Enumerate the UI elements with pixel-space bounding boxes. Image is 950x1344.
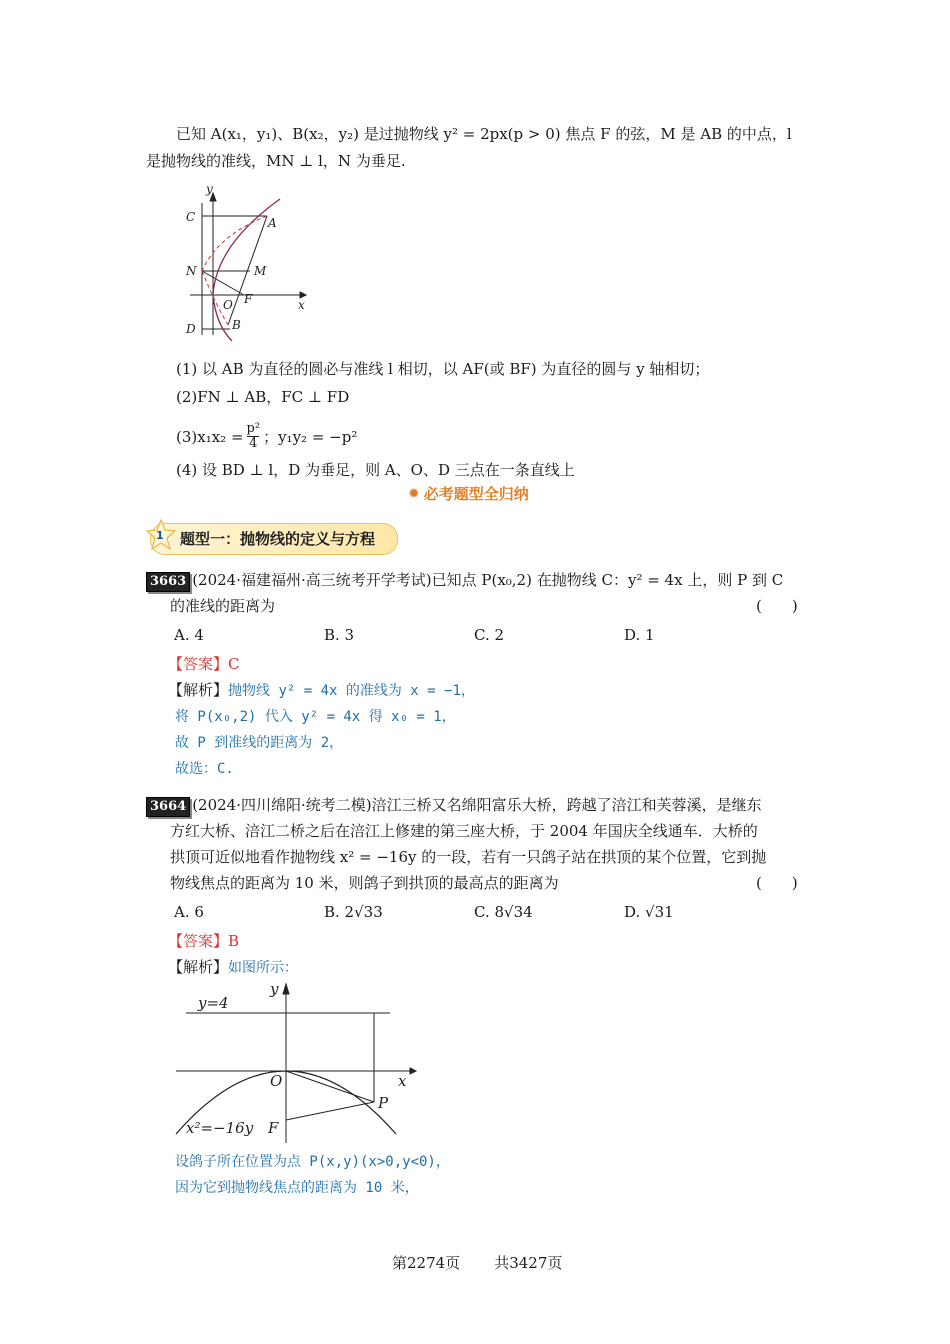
q1-answer-label: 【答案】: [168, 655, 229, 673]
q2-answer: [168, 928, 239, 954]
q1-option-a: A. 4: [174, 626, 204, 644]
fig1-label-x: x: [298, 298, 305, 312]
q1-option-b: B. 3: [324, 626, 355, 644]
q2-option-d: D. √31: [624, 903, 674, 921]
type-title: 题型一：抛物线的定义与方程: [180, 530, 376, 548]
intro-line-2: 是抛物线的准线，MN ⊥ l，N 为垂足.: [146, 152, 406, 170]
q2-line-4: 物线焦点的距离为 10 米，则鸽子到拱顶的最高点的距离为: [170, 874, 559, 892]
type-number: 1: [156, 529, 164, 542]
q1-option-c: C. 2: [474, 626, 505, 644]
q2-number-badge: 3664: [146, 797, 190, 817]
q1-option-d: D. 1: [624, 626, 655, 644]
intro-line-1: 已知 A(x₁，y₁)、B(x₂，y₂) 是过抛物线 y² = 2px(p > 0) 焦点 F 的弦，M 是 AB 的中点，l: [176, 125, 792, 143]
page-number: 第2274页: [392, 1254, 461, 1272]
fraction-numerator: p²: [246, 421, 261, 436]
star-number-icon: [146, 518, 176, 552]
fig1-label-d: D: [186, 322, 196, 336]
parabola-chord-figure: [180, 185, 310, 345]
q1-paren: ( ): [756, 597, 798, 615]
q1-analysis-label: 【解析】: [168, 681, 229, 699]
q1-line-1: [146, 567, 783, 593]
fig2-label-f: F: [268, 1119, 279, 1137]
q2-analysis-line-3: 因为它到抛物线焦点的距离为 10 米，: [175, 1180, 419, 1196]
q1-stem-1: (2024·福建福州·高三统考开学考试)已知点 P(x₀,2) 在抛物线 C：y² = 4x 上，则 P 到 C: [192, 571, 784, 589]
bridge-parabola-figure: [170, 978, 420, 1146]
fig1-label-y: y: [206, 185, 213, 196]
q2-option-a: A. 6: [174, 903, 204, 921]
fig1-label-c: C: [186, 210, 196, 224]
fig2-label-y4: y=4: [198, 994, 229, 1012]
q2-analysis-intro: [168, 954, 298, 981]
fraction-denominator: 4: [249, 436, 258, 451]
q1-analysis-line-1: 抛物线 y² = 4x 的准线为 x = −1，: [228, 683, 475, 699]
fraction: [247, 422, 261, 451]
q1-answer-value: C: [228, 655, 240, 673]
property-3: [176, 422, 357, 451]
fig1-label-n: N: [186, 264, 197, 278]
property-2: (2)FN ⊥ AB，FC ⊥ FD: [176, 388, 350, 406]
q2-line-3: 拱顶可近似地看作抛物线 x² = −16y 的一段，若有一只鸽子站在拱顶的某个位置，它到抛: [170, 848, 767, 866]
q2-option-c: C. 8√34: [474, 903, 533, 921]
q2-option-b: B. 2√33: [324, 903, 383, 921]
section-heading: [408, 483, 529, 504]
fig2-label-x: x: [398, 1072, 407, 1090]
property-3-pre: (3)x₁x₂ =: [176, 427, 244, 446]
page-footer: [392, 1252, 562, 1273]
q1-line-2: 的准线的距离为: [170, 597, 276, 615]
q1-analysis-line-3: 故 P 到准线的距离为 2，: [175, 735, 344, 751]
fig1-label-a: A: [268, 216, 277, 230]
q2-analysis-line-1: 如图所示：: [228, 960, 299, 976]
property-4: (4) 设 BD ⊥ l，D 为垂足，则 A、O、D 三点在一条直线上: [176, 461, 575, 479]
property-1: (1) 以 AB 为直径的圆必与准线 l 相切，以 AF(或 BF) 为直径的圆与 y 轴相切；: [176, 360, 710, 378]
q1-number-badge: 3663: [146, 572, 190, 592]
q1-analysis: [168, 677, 475, 782]
property-3-post: ；y₁y₂ = −p²: [263, 427, 358, 446]
q2-analysis-line-2: 设鸽子所在位置为点 P(x,y)(x>0,y<0)，: [175, 1154, 450, 1170]
gear-icon: ✹: [408, 485, 420, 502]
q1-analysis-line-2: 将 P(x₀,2) 代入 y² = 4x 得 x₀ = 1，: [175, 709, 456, 725]
q2-analysis-label: 【解析】: [168, 958, 229, 976]
fig1-label-m: M: [254, 264, 267, 278]
page-total: 共3427页: [494, 1254, 563, 1272]
section-heading-text: 必考题型全归纳: [423, 485, 529, 503]
fig2-label-y: y: [270, 980, 279, 998]
q1-analysis-line-4: 故选：C.: [175, 761, 234, 777]
fig2-label-p: P: [378, 1094, 389, 1112]
fig2-label-o: O: [270, 1072, 283, 1090]
q1-answer: [168, 651, 240, 677]
fig1-label-o: O: [223, 298, 233, 312]
q2-analysis-rest: [175, 1149, 450, 1201]
q2-line-2: 方红大桥、涪江二桥之后在涪江上修建的第三座大桥，于 2004 年国庆全线通车．大桥的: [170, 822, 758, 840]
q2-stem-1: (2024·四川绵阳·统考二模)涪江三桥又名绵阳富乐大桥，跨越了涪江和芙蓉溪，是继东: [192, 796, 762, 814]
q2-answer-value: B: [228, 932, 240, 950]
fig1-label-b: B: [232, 318, 241, 332]
fig1-label-f: F: [244, 292, 253, 306]
fig2-label-equation: x²=−16y: [186, 1119, 254, 1137]
q2-paren: ( ): [756, 874, 798, 892]
q2-answer-label: 【答案】: [168, 932, 229, 950]
q2-line-1: [146, 792, 762, 818]
